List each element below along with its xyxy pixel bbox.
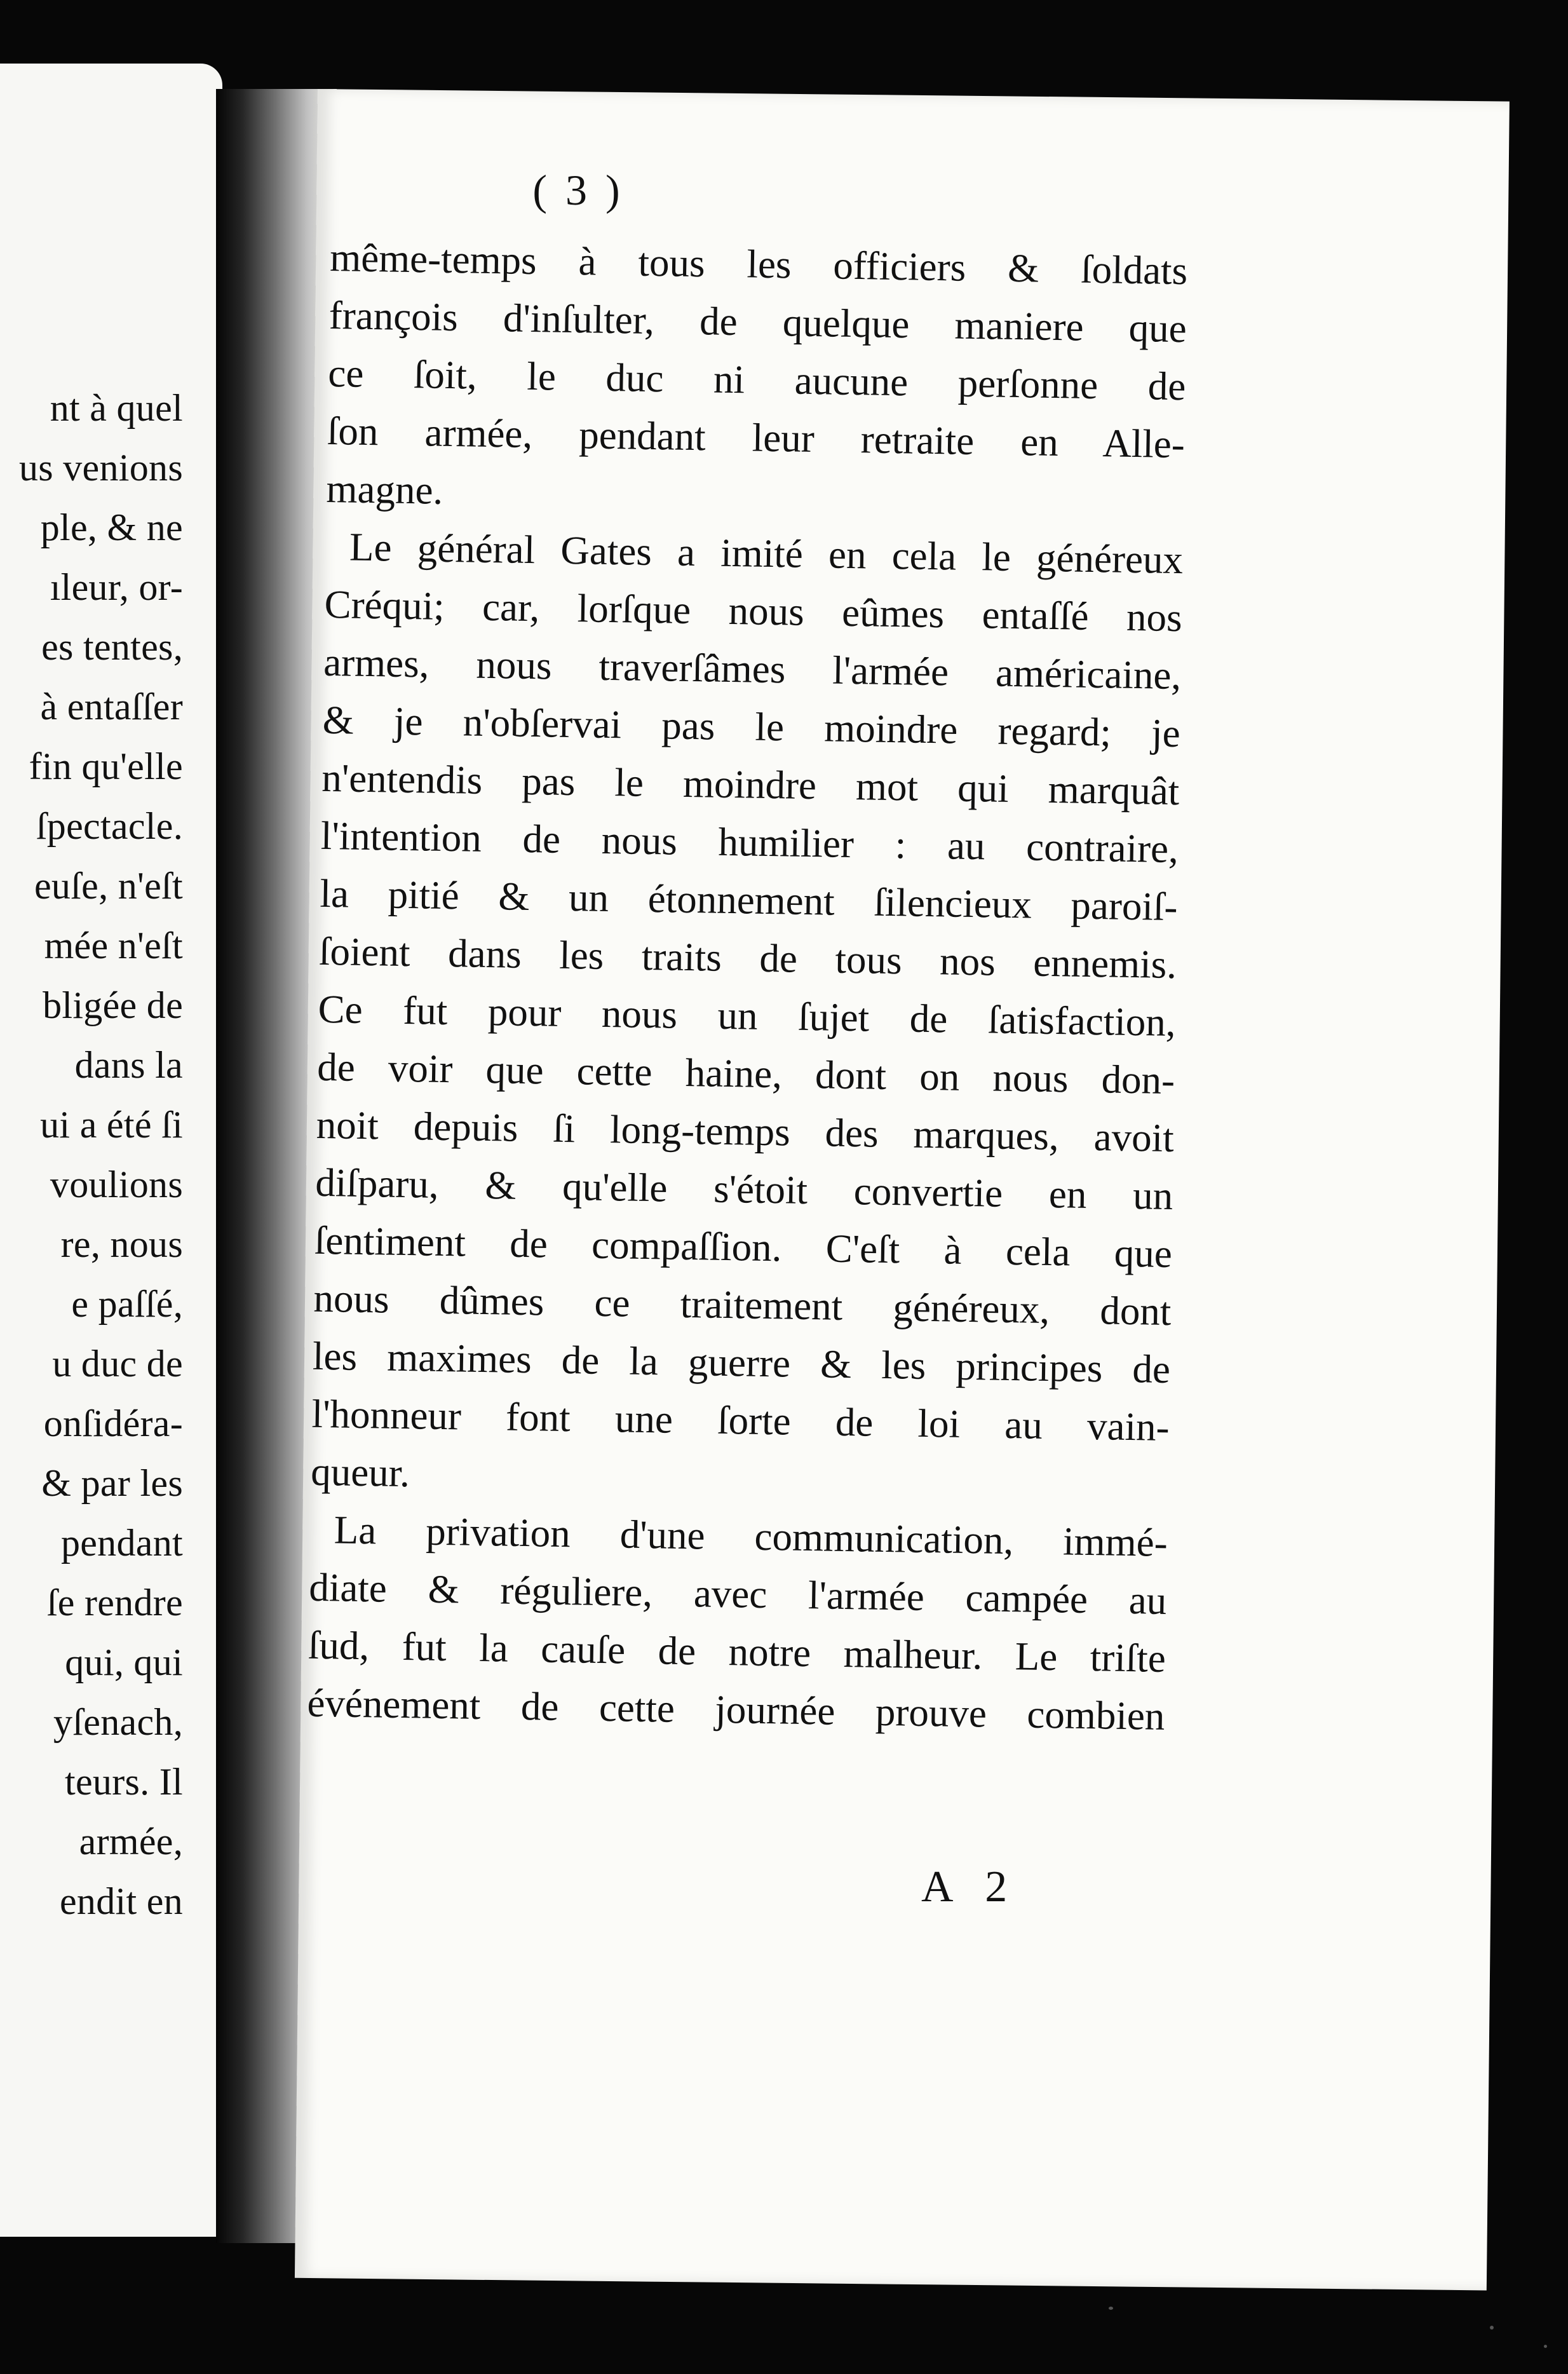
text-line: La privation d'une communication, immé- [334, 1507, 1168, 1565]
text-line: la pitié & un étonnement ſilencieux paroiſ- [320, 871, 1178, 930]
text-line: ſentiment de compaſſion. C'eſt à cela que [314, 1218, 1173, 1277]
left-page-line: yſenach, [53, 1701, 183, 1743]
page-body [307, 229, 1188, 1746]
text-line: ſud, fut la cauſe de notre malheur. Le triſte [308, 1622, 1166, 1681]
text-line: ſon armée, pendant leur retraite en Alle- [327, 408, 1186, 467]
paragraph [326, 229, 1188, 531]
left-page-line: bligée de [43, 984, 183, 1026]
page-number: ( 3 ) [532, 166, 624, 214]
text-line: l'intention de nous humilier : au contraire, [320, 813, 1179, 872]
left-page-line: ſpectacle. [36, 805, 183, 847]
left-page-line: dans la [74, 1044, 183, 1086]
text-line: Le général Gates a imité en cela le généreux [349, 524, 1184, 583]
text-line: n'entendis pas le moindre mot qui marquât [321, 755, 1180, 814]
text-line: noit depuis ſi long-temps des marques, avoit [316, 1102, 1175, 1161]
left-page-line: re, nous [60, 1223, 183, 1265]
text-line: ſoient dans les traits de tous nos ennemis. [318, 928, 1177, 987]
left-page-line: fin qu'elle [29, 745, 183, 787]
left-page-line: à entaſſer [40, 686, 183, 728]
left-page-line: pendant [60, 1522, 183, 1564]
text-line: & je n'obſervai pas le moindre regard; je [322, 697, 1181, 756]
left-page-fragment [0, 64, 222, 2237]
text-line: événement de cette journée prouve combien [307, 1680, 1165, 1739]
text-line: Ce fut pour nous un ſujet de ſatisfaction, [318, 986, 1177, 1045]
paragraph [307, 1501, 1168, 1746]
left-page-text [19, 378, 183, 1931]
signature-mark: A 2 [921, 1862, 1019, 1911]
left-page-line: e paſſé, [71, 1283, 183, 1325]
scan-speck [1109, 2307, 1113, 2310]
text-line: de voir que cette haine, dont on nous don- [316, 1044, 1175, 1103]
left-page-line: onſidéra- [43, 1402, 183, 1444]
text-line: l'honneur font une ſorte de loi au vain- [311, 1391, 1170, 1449]
left-page-line: nt à quel [50, 387, 183, 429]
left-page-line: ſe rendre [46, 1582, 183, 1624]
left-page-line: voulions [50, 1163, 183, 1205]
text-line: Créqui; car, lorſque nous eûmes entaſſé nos [324, 581, 1183, 641]
paragraph [311, 518, 1184, 1514]
text-line: magne. [326, 466, 443, 513]
text-line: diate & réguliere, avec l'armée campée au [308, 1564, 1167, 1623]
left-page-line: teurs. Il [65, 1761, 183, 1803]
scan-speck [1544, 2345, 1547, 2348]
left-page-line: ui a été ſi [40, 1104, 183, 1146]
text-line: queur. [310, 1449, 410, 1496]
left-page-line: endit en [59, 1880, 183, 1922]
left-page-line: armée, [79, 1821, 183, 1862]
text-line: ce ſoit, le duc ni aucune perſonne de [327, 350, 1186, 409]
left-page-line: euſe, n'eſt [34, 865, 183, 907]
left-page-line: es tentes, [41, 626, 183, 668]
text-line: diſparu, & qu'elle s'étoit convertie en un [314, 1160, 1173, 1219]
left-page-line: & par les [41, 1462, 183, 1504]
text-line: françois d'inſulter, de quelque maniere que [328, 292, 1187, 351]
left-page-line: ıleur, or- [50, 566, 183, 608]
left-page-line: qui, qui [65, 1641, 183, 1683]
left-page-line: u duc de [52, 1343, 183, 1385]
scan-speck [1490, 2326, 1494, 2330]
text-line: nous dûmes ce traitement généreux, dont [313, 1275, 1172, 1334]
left-page-line: ple, & ne [40, 506, 183, 548]
left-page-line: mée n'eſt [44, 925, 183, 967]
text-line: armes, nous traverſâmes l'armée américaine, [323, 639, 1182, 698]
text-line: même-temps à tous les officiers & ſoldats [329, 234, 1188, 294]
text-line: les maximes de la guerre & les principes de [312, 1333, 1171, 1392]
left-page-line: us venions [19, 447, 183, 489]
